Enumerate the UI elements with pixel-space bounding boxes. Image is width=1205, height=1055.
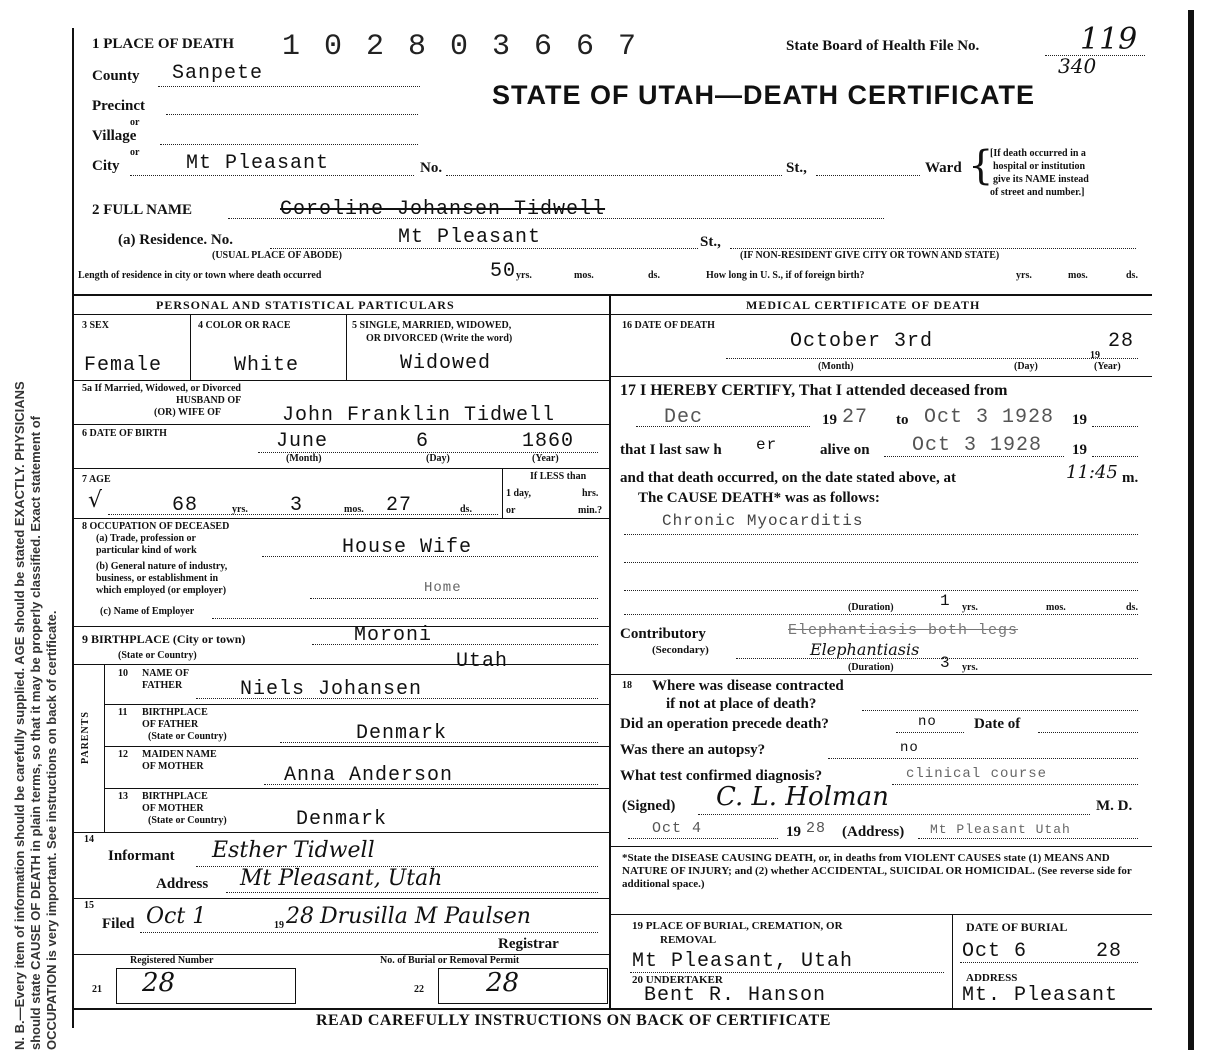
state-board-label: State Board of Health File No. [786,38,980,54]
residence-label: (a) Residence. No. [118,232,233,248]
side-line-1: N. B.—Every item of information should be carefully supplied. AGE should be stated EXACTLY. PHYSICIANS [12,381,27,1050]
length-ds: ds. [648,270,660,281]
precinct-label: Precinct [92,98,146,114]
father-label-2: FATHER [142,680,183,691]
father-value: Niels Johansen [240,678,423,701]
length-label: Length of residence in city or town where death occurred [78,270,322,281]
mother-value: Anna Anderson [284,764,454,787]
contrib-duration-yrs: yrs. [962,662,978,673]
birthplace-label: 9 BIRTHPLACE (City or town) [82,632,246,646]
or-1: or [130,117,140,128]
to-nineteen: 19 [1072,412,1087,428]
informant-label: Informant [108,848,175,864]
length-mos: mos. [574,270,594,281]
death-month-day: October 3rd [790,330,934,353]
cause-value: Chronic Myocarditis [662,512,864,530]
contributory-typed: Elephantiasis both legs [788,622,1019,639]
mother-birth-label-3: (State or Country) [148,815,227,826]
father-birth-label-2: OF FATHER [142,719,199,730]
father-birth-label-1: BIRTHPLACE [142,707,208,718]
marital-value: Widowed [400,352,492,375]
registered-prefix: 21 [92,984,102,995]
marital-label-1: 5 SINGLE, MARRIED, WIDOWED, [352,320,512,331]
right-edge [1188,10,1194,1050]
q18-number: 18 [622,680,632,691]
age-mos-caption: mos. [344,504,364,515]
file-number: 119 [1080,22,1138,57]
full-name-value: Coroline Johansen Tidwell [280,198,606,221]
time-m-label: m. [1122,470,1139,486]
length-yrs: yrs. [516,270,532,281]
test-value: clinical course [906,766,1048,782]
cause-duration-mos: mos. [1046,602,1066,613]
father-birth-num: 11 [118,707,128,718]
last-saw-blank: er [756,436,778,454]
birthplace-state: Utah [456,650,509,673]
doctor-address-value: Mt Pleasant Utah [930,822,1071,837]
us-mos: mos. [1068,270,1088,281]
dob-month-caption: (Month) [286,453,322,464]
cause-duration-yrs: yrs. [962,602,978,613]
burial-permit-label: No. of Burial or Removal Permit [380,955,520,966]
death-month-caption: (Month) [818,361,854,372]
spouse-value: John Franklin Tidwell [282,404,556,427]
cause-duration-years: 1 [940,592,951,610]
sex-label: 3 SEX [82,320,109,331]
street-label: St., [786,160,807,176]
registered-number-value: 28 [142,968,176,998]
hospital-note-4: of street and number.] [990,187,1085,198]
full-name-label: 2 FULL NAME [92,202,193,218]
color-label: 4 COLOR OR RACE [198,320,291,331]
occupation-a1: (a) Trade, profession or [96,533,196,544]
secondary-label: (Secondary) [652,644,709,656]
last-seen-nineteen: 19 [1072,442,1087,458]
burial-date-value: Oct 6 [962,940,1028,963]
burial-place-value: Mt Pleasant, Utah [632,950,854,973]
sex-value: Female [84,354,163,377]
occupation-a2: particular kind of work [96,545,197,556]
test-label: What test confirmed diagnosis? [620,768,823,784]
footer-instruction: READ CAREFULLY INSTRUCTIONS ON BACK OF CERTIFICATE [316,1012,831,1029]
city-label: City [92,158,120,174]
column-divider [609,294,611,1008]
birthplace-city: Moroni [354,624,433,647]
autopsy-label: Was there an autopsy? [620,742,766,758]
less-than-2: 1 day, [506,488,532,499]
industry-value: Home [424,580,462,596]
ward-brace: { [968,143,994,189]
place-of-death-label: 1 PLACE OF DEATH [92,36,235,52]
mother-birth-label-2: OF MOTHER [142,803,204,814]
side-line-3: OCCUPATION is very important. See instructions on back of certificate. [44,610,59,1050]
father-num: 10 [118,668,128,679]
from-nineteen: 19 [822,412,837,428]
cause-duration-ds: ds. [1126,602,1138,613]
filed-label: Filed [102,916,135,932]
signed-year-prefix: 19 [786,824,801,840]
side-instructions [12,40,60,1050]
occupation-label: 8 OCCUPATION OF DECEASED [82,521,230,532]
age-days: 27 [386,494,413,517]
last-seen-date: Oct 3 1928 [912,434,1043,457]
hospital-note-2: hospital or institution [993,161,1086,172]
death-year-prefix: 19 [1090,350,1100,361]
death-day-caption: (Day) [1014,361,1038,372]
side-line-2: should state CAUSE OF DEATH in plain terms, so that it may be properly classified. Exact statement of [28,415,43,1050]
age-label: 7 AGE [82,474,111,485]
dob-day: 6 [416,430,430,453]
village-label: Village [92,128,137,144]
mother-label-1: MAIDEN NAME [142,749,217,760]
contributory-label: Contributory [620,626,706,642]
less-than-min: min.? [578,505,603,516]
certificate-number: 1 0 2 8 0 3 6 6 7 [282,30,640,64]
county-label: County [92,68,140,84]
alive-on-label: alive on [820,442,870,458]
mother-birth-num: 13 [118,791,128,802]
less-than-3: or [506,505,516,516]
operation-label: Did an operation precede death? [620,716,829,732]
contrib-duration-years: 3 [940,654,951,672]
medical-section-title: MEDICAL CERTIFICATE OF DEATH [746,298,981,312]
hospital-note-3: give its NAME instead [993,174,1089,185]
from-year: 27 [842,406,869,429]
dob-label: 6 DATE OF BIRTH [82,428,167,439]
death-year-caption: (Year) [1094,361,1121,372]
cause-label: The CAUSE DEATH* was as follows: [638,490,880,506]
occupation-b2: business, or establishment in [96,573,219,584]
registrar-signature: Drusilla M Paulsen [320,904,531,929]
to-label: to [896,412,909,428]
color-value: White [234,354,300,377]
dob-month: June [276,430,329,453]
attended-to: Oct 3 1928 [924,406,1055,429]
date-of-label: Date of [974,716,1021,732]
informant-num: 14 [84,834,94,845]
permit-number-value: 28 [486,968,520,998]
undertaker-address-value: Mt. Pleasant [962,984,1119,1007]
spouse-label-3: (OR) WIFE OF [154,407,222,418]
certificate-title: STATE OF UTAH—DEATH CERTIFICATE [492,80,1035,110]
q18-line-a: Where was disease contracted [652,678,844,694]
cause-footnote: *State the DISEASE CAUSING DEATH, or, in deaths from VIOLENT CAUSES state (1) MEANS AND NATURE OF INJURY; and (2) whether ACCIDENTAL, SUICIDAL OR HOMICIDAL. (See reverse side for additional space.) [622,852,1132,890]
employer-label: (c) Name of Employer [100,606,195,617]
ward-label: Ward [925,160,962,176]
contributory-handwritten: Elephantiasis [810,640,920,659]
mother-birth-label-1: BIRTHPLACE [142,791,208,802]
occurred-label: and that death occurred, on the date stated above, at [620,470,956,486]
file-number-sub: 340 [1058,54,1097,78]
physician-signature: C. L. Holman [716,782,889,812]
us-yrs: yrs. [1016,270,1032,281]
time-of-death: 11:45 [1066,462,1118,483]
county-value: Sanpete [172,62,264,85]
age-months: 3 [290,494,304,517]
q18-line-b: if not at place of death? [666,696,817,712]
age-ds-caption: ds. [460,504,472,515]
spouse-label-1: 5a If Married, Widowed, or Divorced [82,383,241,394]
section-divider [72,294,1152,296]
filed-year: 28 [286,904,314,929]
burial-date-label: DATE OF BURIAL [966,920,1068,934]
us-label: How long in U. S., if of foreign birth? [706,270,865,281]
usual-abode-caption: (USUAL PLACE OF ABODE) [212,250,342,261]
father-birth-label-3: (State or Country) [148,731,227,742]
informant-address-label: Address [156,876,209,892]
contrib-duration-caption: (Duration) [848,662,894,673]
permit-prefix: 22 [414,984,424,995]
informant-value: Esther Tidwell [212,838,375,863]
spouse-label-2: HUSBAND OF [176,395,242,406]
certify-line: 17 I HEREBY CERTIFY, That I attended deceased from [620,382,1008,399]
city-value: Mt Pleasant [186,152,330,175]
dob-day-caption: (Day) [426,453,450,464]
mother-birthplace-value: Denmark [296,808,388,831]
burial-place-label-1: 19 PLACE OF BURIAL, CREMATION, OR [632,920,843,932]
residence-st-label: St., [700,234,721,250]
occupation-b1: (b) General nature of industry, [96,561,228,572]
undertaker-value: Bent R. Hanson [644,984,827,1007]
occupation-value: House Wife [342,536,473,559]
footer-rule [72,1008,1152,1010]
signed-label: (Signed) [622,798,676,814]
left-border [72,28,74,1028]
signed-date: Oct 4 [652,820,703,837]
death-year: 28 [1108,330,1135,353]
undertaker-address-label: ADDRESS [966,972,1018,984]
less-than-1: If LESS than [530,471,587,482]
burial-place-label-2: REMOVAL [660,934,717,946]
filed-date: Oct 1 [146,904,207,929]
informant-address-value: Mt Pleasant, Utah [240,866,443,891]
doctor-address-label: (Address) [842,824,905,840]
undertaker-label: 20 UNDERTAKER [632,974,723,986]
us-ds: ds. [1126,270,1138,281]
autopsy-value: no [900,740,919,756]
hospital-note-1: [If death occurred in a [990,148,1086,159]
residence-value: Mt Pleasant [398,226,542,249]
burial-year-value: 28 [1096,940,1123,963]
attended-from: Dec [664,406,704,429]
signed-year: 28 [806,820,827,837]
last-saw-label: that I last saw h [620,442,722,458]
parents-label: PARENTS [80,711,91,764]
birthplace-state-caption: (State or Country) [118,650,197,661]
father-birthplace-value: Denmark [356,722,448,745]
mother-num: 12 [118,749,128,760]
md-label: M. D. [1096,798,1133,814]
date-of-death-label: 16 DATE OF DEATH [622,320,715,331]
occupation-b3: which employed (or employer) [96,585,227,596]
age-yrs-caption: yrs. [232,504,248,515]
mother-label-2: OF MOTHER [142,761,204,772]
less-than-hrs: hrs. [582,488,599,499]
operation-value: no [918,714,937,730]
age-check: √ [88,488,103,513]
personal-section-title: PERSONAL AND STATISTICAL PARTICULARS [156,298,455,312]
no-label: No. [420,160,443,176]
cause-duration-caption: (Duration) [848,602,894,613]
or-2: or [130,147,140,158]
dob-year-caption: (Year) [532,453,559,464]
father-label-1: NAME OF [142,668,189,679]
filed-num: 15 [84,900,94,911]
permit-box [438,968,608,1004]
marital-label-2: OR DIVORCED (Write the word) [366,333,513,344]
registrar-label: Registrar [498,936,559,952]
dob-year: 1860 [522,430,575,453]
length-years: 50 [490,260,517,283]
age-years: 68 [172,494,199,517]
filed-year-prefix: 19 [274,920,284,931]
registered-number-label: Registered Number [130,955,214,966]
nonresident-caption: (IF NON-RESIDENT GIVE CITY OR TOWN AND STATE) [740,250,1000,261]
